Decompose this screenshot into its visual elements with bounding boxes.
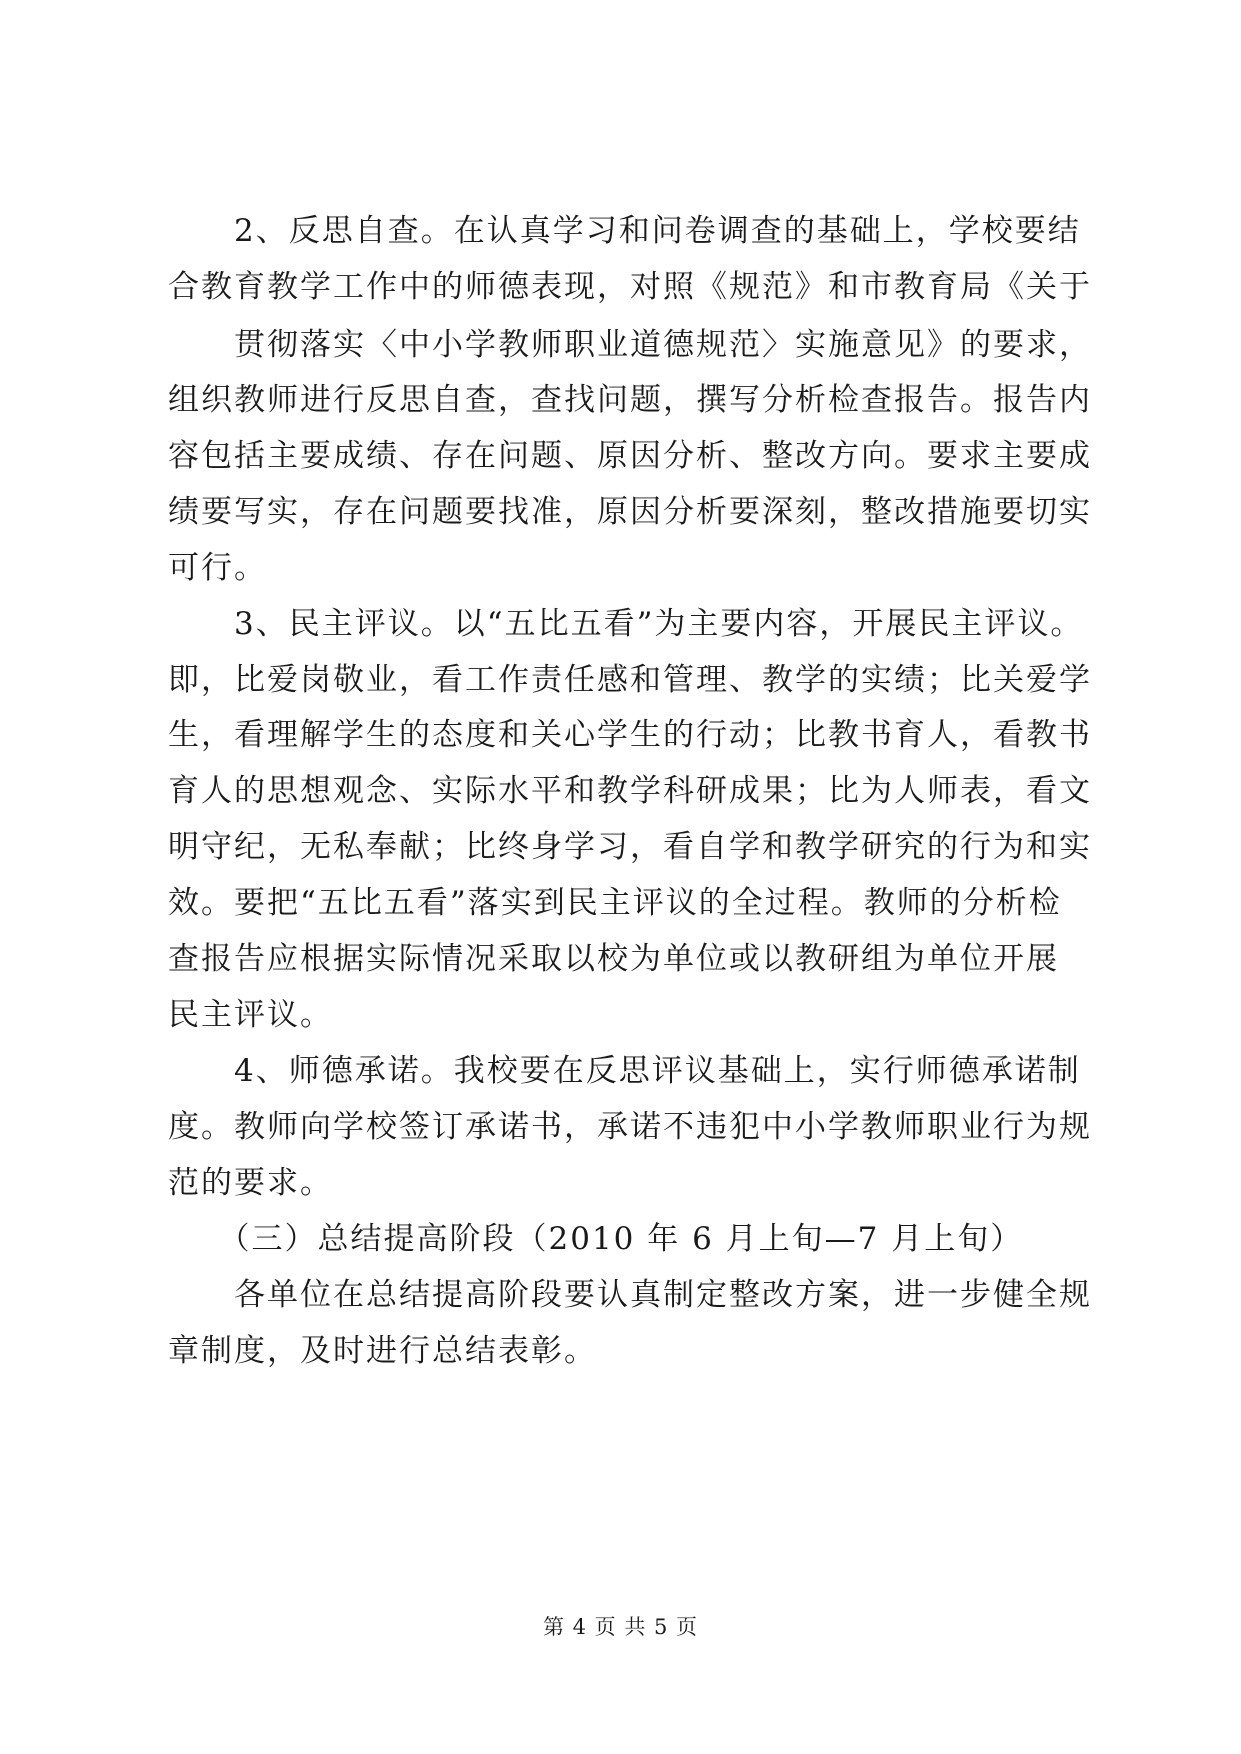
body-line-6: 绩要写实，存在问题要找准，原因分析要深刻，整改措施要切实: [168, 494, 1092, 530]
section-heading: （三）总结提高阶段（2010 年 6 月上旬—7 月上旬）: [168, 1221, 1024, 1257]
body-line-5: 容包括主要成绩、存在问题、原因分析、整改方向。要求主要成: [168, 438, 1092, 474]
body-line-15: 民主评议。: [168, 997, 333, 1033]
body-line-13: 效。要把“五比五看”落实到民主评议的全过程。教师的分析检: [168, 885, 1062, 921]
body-line-18: 范的要求。: [168, 1165, 333, 1201]
body-line-20: 各单位在总结提高阶段要认真制定整改方案，进一步健全规: [168, 1277, 1092, 1313]
body-line-16: 4、师德承诺。我校要在反思评议基础上，实行师德承诺制: [168, 1053, 1081, 1089]
body-line-17: 度。教师向学校签订承诺书，承诺不违犯中小学教师职业行为规: [168, 1109, 1092, 1145]
body-line-12: 明守纪，无私奉献；比终身学习，看自学和教学研究的行为和实: [168, 829, 1092, 865]
body-line-4: 组织教师进行反思自查，查找问题，撰写分析检查报告。报告内: [168, 382, 1092, 418]
body-line-10: 生，看理解学生的态度和关心学生的行动；比教书育人，看教书: [168, 717, 1092, 753]
body-line-11: 育人的思想观念、实际水平和教学科研成果；比为人师表，看文: [168, 773, 1092, 809]
body-line-1: 2、反思自查。在认真学习和问卷调查的基础上，学校要结: [168, 213, 1081, 249]
body-line-7: 可行。: [168, 550, 267, 586]
body-line-21: 章制度，及时进行总结表彰。: [168, 1333, 597, 1369]
body-line-3: 贯彻落实〈中小学教师职业道德规范〉实施意见》的要求，: [168, 327, 1092, 363]
body-line-14: 查报告应根据实际情况采取以校为单位或以教研组为单位开展: [168, 941, 1059, 977]
body-line-8: 3、民主评议。以“五比五看”为主要内容，开展民主评议。: [168, 606, 1084, 642]
page-number-footer: 第 4 页 共 5 页: [542, 1615, 699, 1639]
body-line-9: 即，比爱岗敬业，看工作责任感和管理、教学的实绩；比关爱学: [168, 662, 1092, 698]
body-line-2: 合教育教学工作中的师德表现，对照《规范》和市教育局《关于: [168, 269, 1092, 305]
